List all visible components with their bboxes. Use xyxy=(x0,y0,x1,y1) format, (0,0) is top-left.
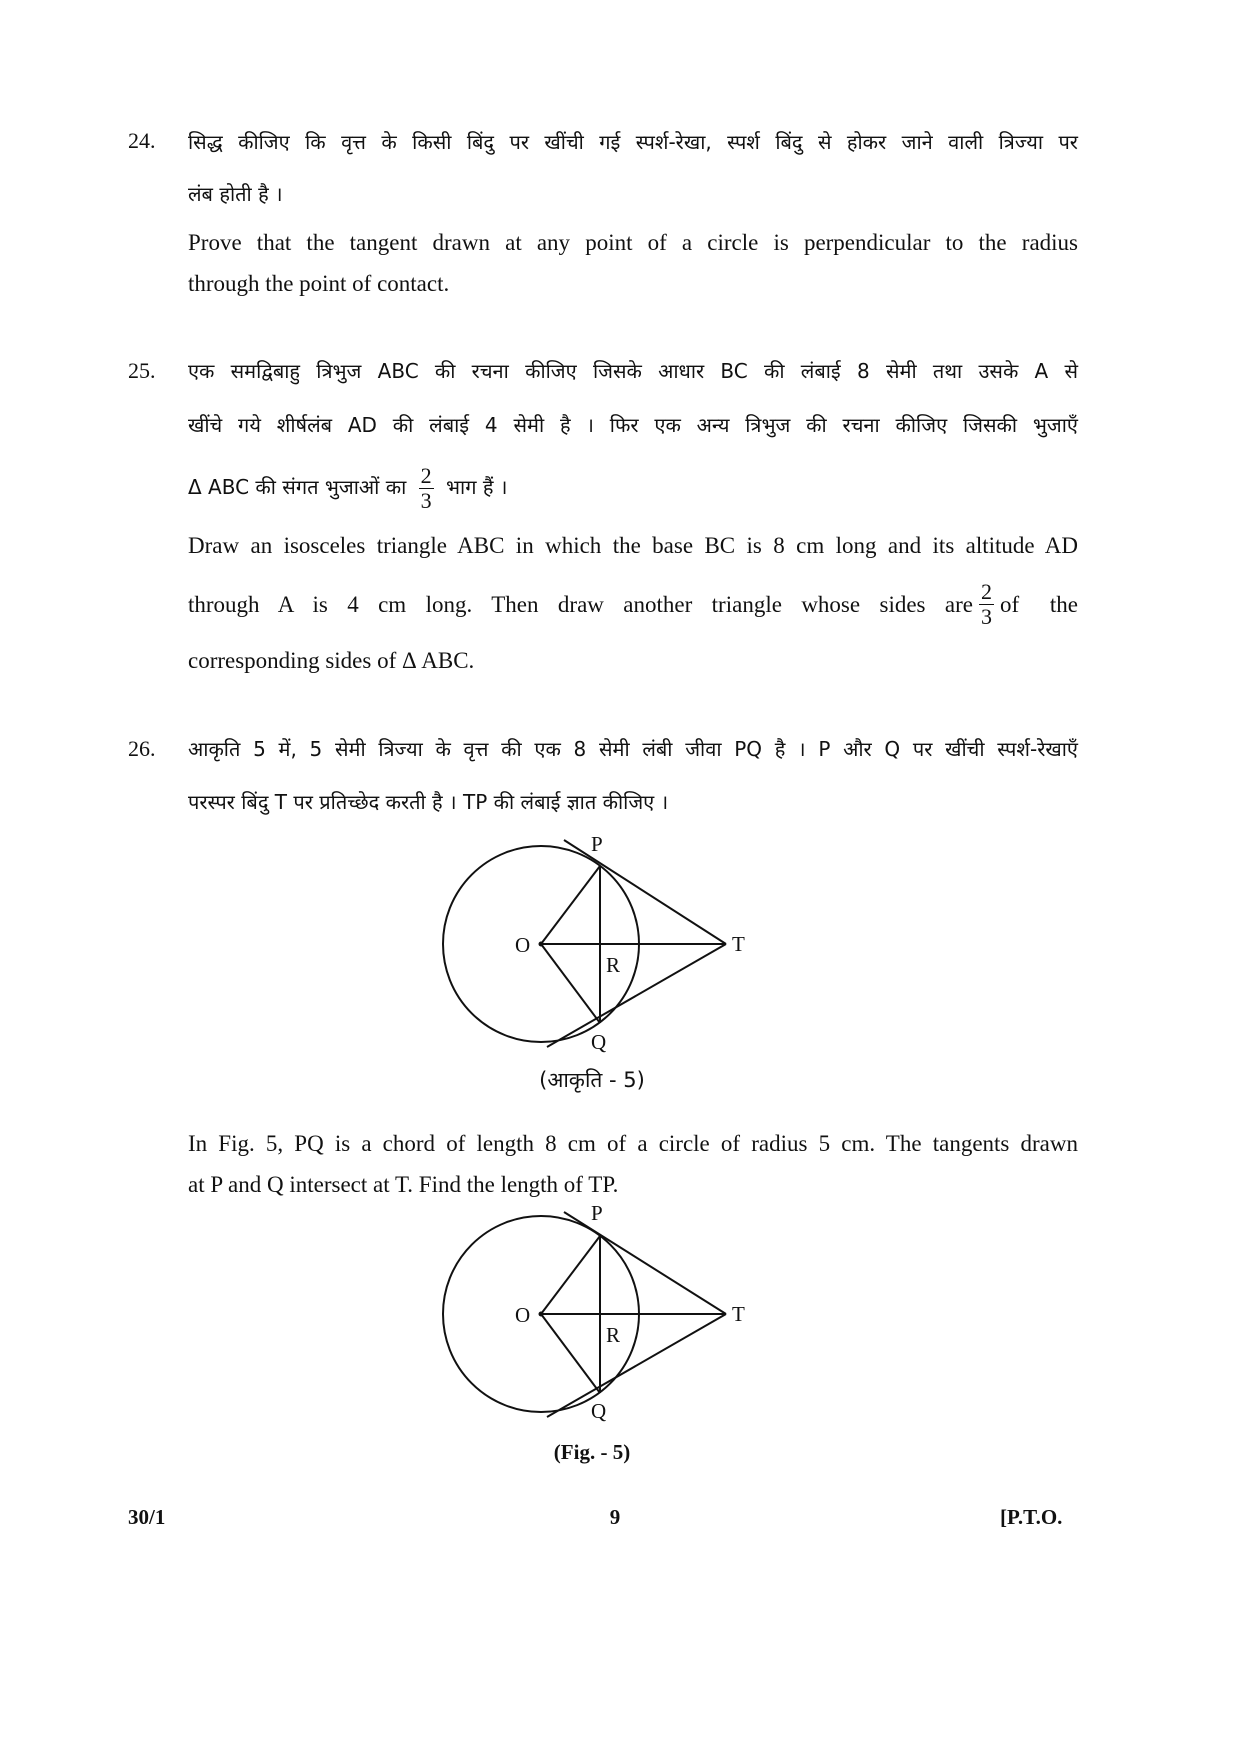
paper-code: 30/1 xyxy=(128,1505,166,1529)
radius-op xyxy=(541,866,600,944)
q25-hindi-line-3-end: भाग हैं । xyxy=(445,475,508,499)
fraction-denominator: 3 xyxy=(420,488,432,513)
center-point xyxy=(539,942,544,947)
q25-hindi-line-2: खींचे गये शीर्षलंब AD की लंबाई 4 सेमी है । फिर एक अन्य त्रिभुज की रचना कीजिए जिसकी भुजाएँ xyxy=(188,413,1078,437)
q25-english-line-2-start: through A is 4 cm long. Then draw another triangle whose sides are xyxy=(188,591,973,617)
q26-english-line-2: at P and Q intersect at T. Find the length of TP. xyxy=(188,1172,619,1197)
radius-op xyxy=(541,1236,600,1314)
q25-english-line-2 xyxy=(188,580,1078,629)
q24-hindi-line-1: सिद्ध कीजिए कि वृत्त के किसी बिंदु पर खींची गई स्पर्श-रेखा, स्पर्श बिंदु से होकर जाने वाली त्रिज्या पर xyxy=(188,130,1078,154)
q24-hindi-line-2: लंब होती है । xyxy=(188,182,283,206)
label-t: T xyxy=(732,932,745,956)
q26-hindi-line-2: परस्पर बिंदु T पर प्रतिच्छेद करती है । TP की लंबाई ज्ञात कीजिए । xyxy=(188,790,669,814)
tangent-tp xyxy=(564,1212,726,1314)
q25-english-line-1: Draw an isosceles triangle ABC in which the base BC is 8 cm long and its altitude AD xyxy=(188,533,1078,558)
q25-english-line-2-end: of the xyxy=(1000,591,1078,617)
q24-english-line-1: Prove that the tangent drawn at any point of a circle is perpendicular to the radius xyxy=(188,230,1078,255)
q26-english-line-1: In Fig. 5, PQ is a chord of length 8 cm of a circle of radius 5 cm. The tangents drawn xyxy=(188,1131,1078,1156)
fraction-denominator: 3 xyxy=(981,604,992,629)
figure-caption-english: (Fig. - 5) xyxy=(553,1440,631,1464)
fraction-numerator: 2 xyxy=(981,579,992,604)
q25-hindi-line-3-start: Δ ABC की संगत भुजाओं का xyxy=(188,475,407,499)
label-r: R xyxy=(606,1323,621,1347)
fraction-two-thirds-english xyxy=(979,580,994,629)
label-q: Q xyxy=(591,1030,607,1054)
fraction-two-thirds xyxy=(419,464,434,513)
question-number-24: 24. xyxy=(128,128,156,153)
label-r: R xyxy=(606,953,621,977)
page-number: 9 xyxy=(609,1505,621,1529)
fraction-numerator: 2 xyxy=(420,463,432,488)
question-number-26: 26. xyxy=(128,736,156,761)
radius-oq xyxy=(541,944,600,1023)
q25-hindi-line-1: एक समद्विबाहु त्रिभुज ABC की रचना कीजिए जिसके आधार BC की लंबाई 8 सेमी तथा उसके A से xyxy=(188,359,1078,383)
label-t: T xyxy=(732,1302,745,1326)
figure-5-english xyxy=(420,1192,760,1422)
label-p: P xyxy=(591,832,603,856)
q24-english-line-2: through the point of contact. xyxy=(188,271,450,296)
figure-caption-hindi: (आकृति - 5) xyxy=(539,1068,645,1092)
tangent-tp xyxy=(564,840,726,944)
label-o: O xyxy=(515,933,531,957)
question-number-25: 25. xyxy=(128,358,156,383)
radius-oq xyxy=(541,1314,600,1393)
tangent-tq xyxy=(547,944,726,1047)
tangent-tq xyxy=(547,1314,726,1417)
q25-hindi-line-3 xyxy=(188,464,1078,513)
please-turn-over: [P.T.O. xyxy=(1000,1505,1063,1529)
q26-hindi-line-1: आकृति 5 में, 5 सेमी त्रिज्या के वृत्त की एक 8 सेमी लंबी जीवा PQ है । P और Q पर खींची स्पर्श-रेखाएँ xyxy=(188,737,1078,761)
figure-5-hindi xyxy=(420,820,760,1060)
label-p: P xyxy=(591,1201,603,1225)
q25-english-line-3: corresponding sides of Δ ABC. xyxy=(188,648,475,673)
label-o: O xyxy=(515,1303,531,1327)
label-q: Q xyxy=(591,1399,607,1422)
center-point xyxy=(539,1312,544,1317)
